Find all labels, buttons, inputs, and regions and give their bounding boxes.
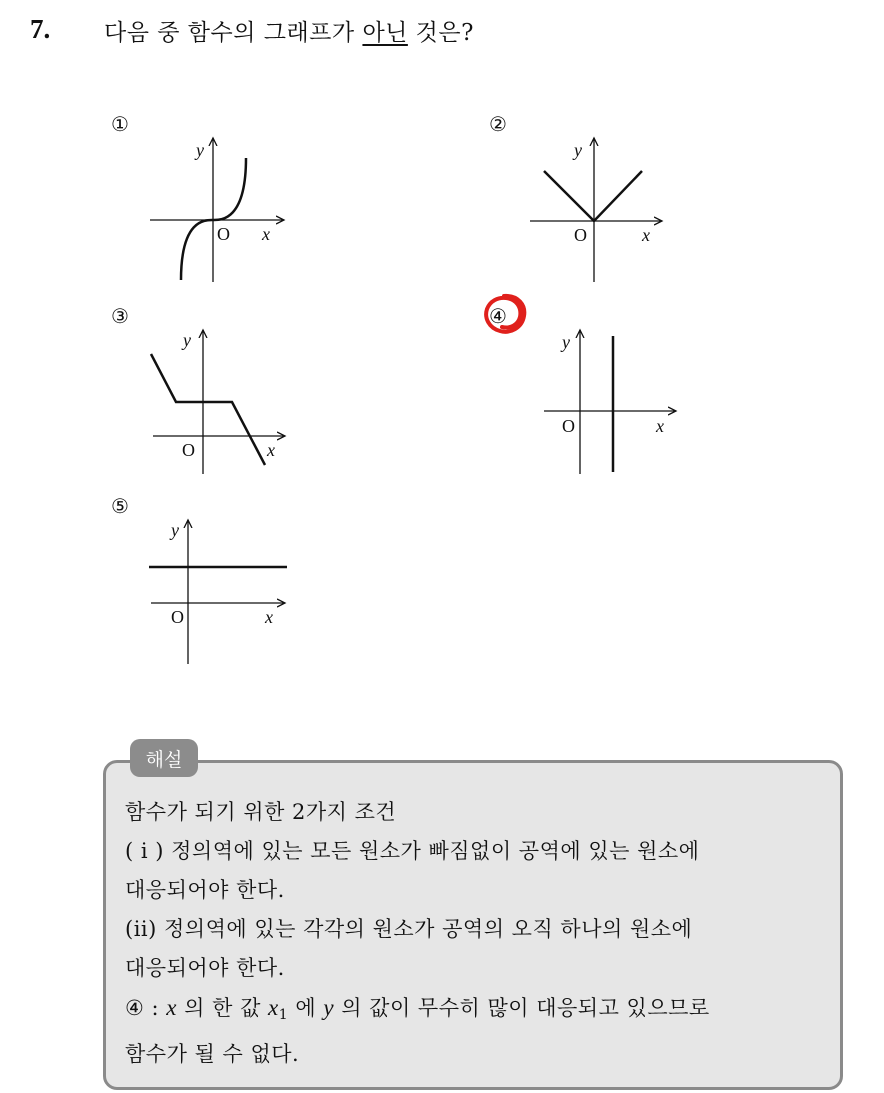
solution-condition-2 bbox=[125, 910, 835, 949]
choice-4-label: ④ bbox=[489, 304, 507, 328]
choice-3-x-label: x bbox=[267, 440, 275, 460]
answer-var-x: x bbox=[166, 995, 177, 1020]
choice-4-graph bbox=[540, 322, 690, 482]
choice-3-y-label: y bbox=[183, 330, 191, 350]
condition-1-label: ( i ) bbox=[125, 839, 164, 863]
question-underlined-word: 아닌 bbox=[362, 20, 408, 46]
choice-1-origin-label: O bbox=[217, 224, 230, 244]
choice-2-x-label: x bbox=[642, 225, 650, 245]
solution-condition-1-cont: 대응되어야 한다. bbox=[125, 878, 285, 902]
choice-2-v-graph bbox=[544, 171, 642, 221]
answer-mid-2: 에 bbox=[288, 996, 324, 1020]
answer-subscript: 1 bbox=[278, 1007, 289, 1023]
choice-1-x-label: x bbox=[262, 224, 270, 244]
answer-var-y: y bbox=[323, 995, 335, 1020]
solution-condition-1 bbox=[125, 832, 835, 871]
solution-answer bbox=[125, 988, 835, 1035]
choice-3-origin-label: O bbox=[182, 440, 195, 460]
choice-5-origin-label: O bbox=[171, 607, 184, 627]
choice-4-x-label: x bbox=[656, 416, 664, 436]
condition-2-label: (ii) bbox=[125, 917, 157, 941]
choice-3-label: ③ bbox=[111, 304, 129, 328]
question-number: 7. bbox=[30, 14, 51, 44]
choice-2-y-label: y bbox=[574, 140, 582, 160]
answer-mid-1: 의 한 값 bbox=[176, 996, 269, 1020]
answer-prefix: ④ : bbox=[125, 996, 167, 1020]
solution-line-1: 함수가 되기 위한 2가지 조건 bbox=[125, 800, 397, 824]
condition-1-text: 정의역에 있는 모든 원소가 빠짐없이 공역에 있는 원소에 bbox=[163, 839, 700, 863]
choice-3-graph bbox=[145, 322, 295, 482]
choice-1-y-label: y bbox=[196, 140, 204, 160]
solution-tag: 해설 bbox=[130, 739, 198, 777]
choice-5-x-label: x bbox=[265, 607, 273, 627]
choice-5-graph bbox=[145, 512, 295, 672]
answer-end: 의 값이 무수히 많이 대응되고 있으므로 bbox=[334, 996, 710, 1020]
question-text-before: 다음 중 함수의 그래프가 bbox=[104, 20, 363, 46]
choice-1-graph bbox=[140, 130, 290, 290]
condition-2-text: 정의역에 있는 각각의 원소가 공역의 오직 하나의 원소에 bbox=[156, 917, 693, 941]
question-text bbox=[104, 14, 474, 47]
solution-condition-2-cont: 대응되어야 한다. bbox=[125, 956, 285, 980]
answer-circle-mark bbox=[478, 290, 532, 340]
choice-2-label: ② bbox=[489, 112, 507, 136]
answer-var-x1: x bbox=[268, 995, 279, 1020]
question-text-after: 것은? bbox=[407, 20, 474, 46]
solution-answer-cont: 함수가 될 수 없다. bbox=[125, 1042, 300, 1066]
choice-5-y-label: y bbox=[171, 520, 179, 540]
choice-1-label: ① bbox=[111, 112, 129, 136]
choice-4-origin-label: O bbox=[562, 416, 575, 436]
choice-5-label: ⑤ bbox=[111, 494, 129, 518]
choice-2-origin-label: O bbox=[574, 225, 587, 245]
choice-4-y-label: y bbox=[562, 332, 570, 352]
solution-body bbox=[125, 793, 835, 1074]
choice-3-piecewise bbox=[151, 354, 265, 465]
choice-2-graph bbox=[522, 130, 672, 290]
